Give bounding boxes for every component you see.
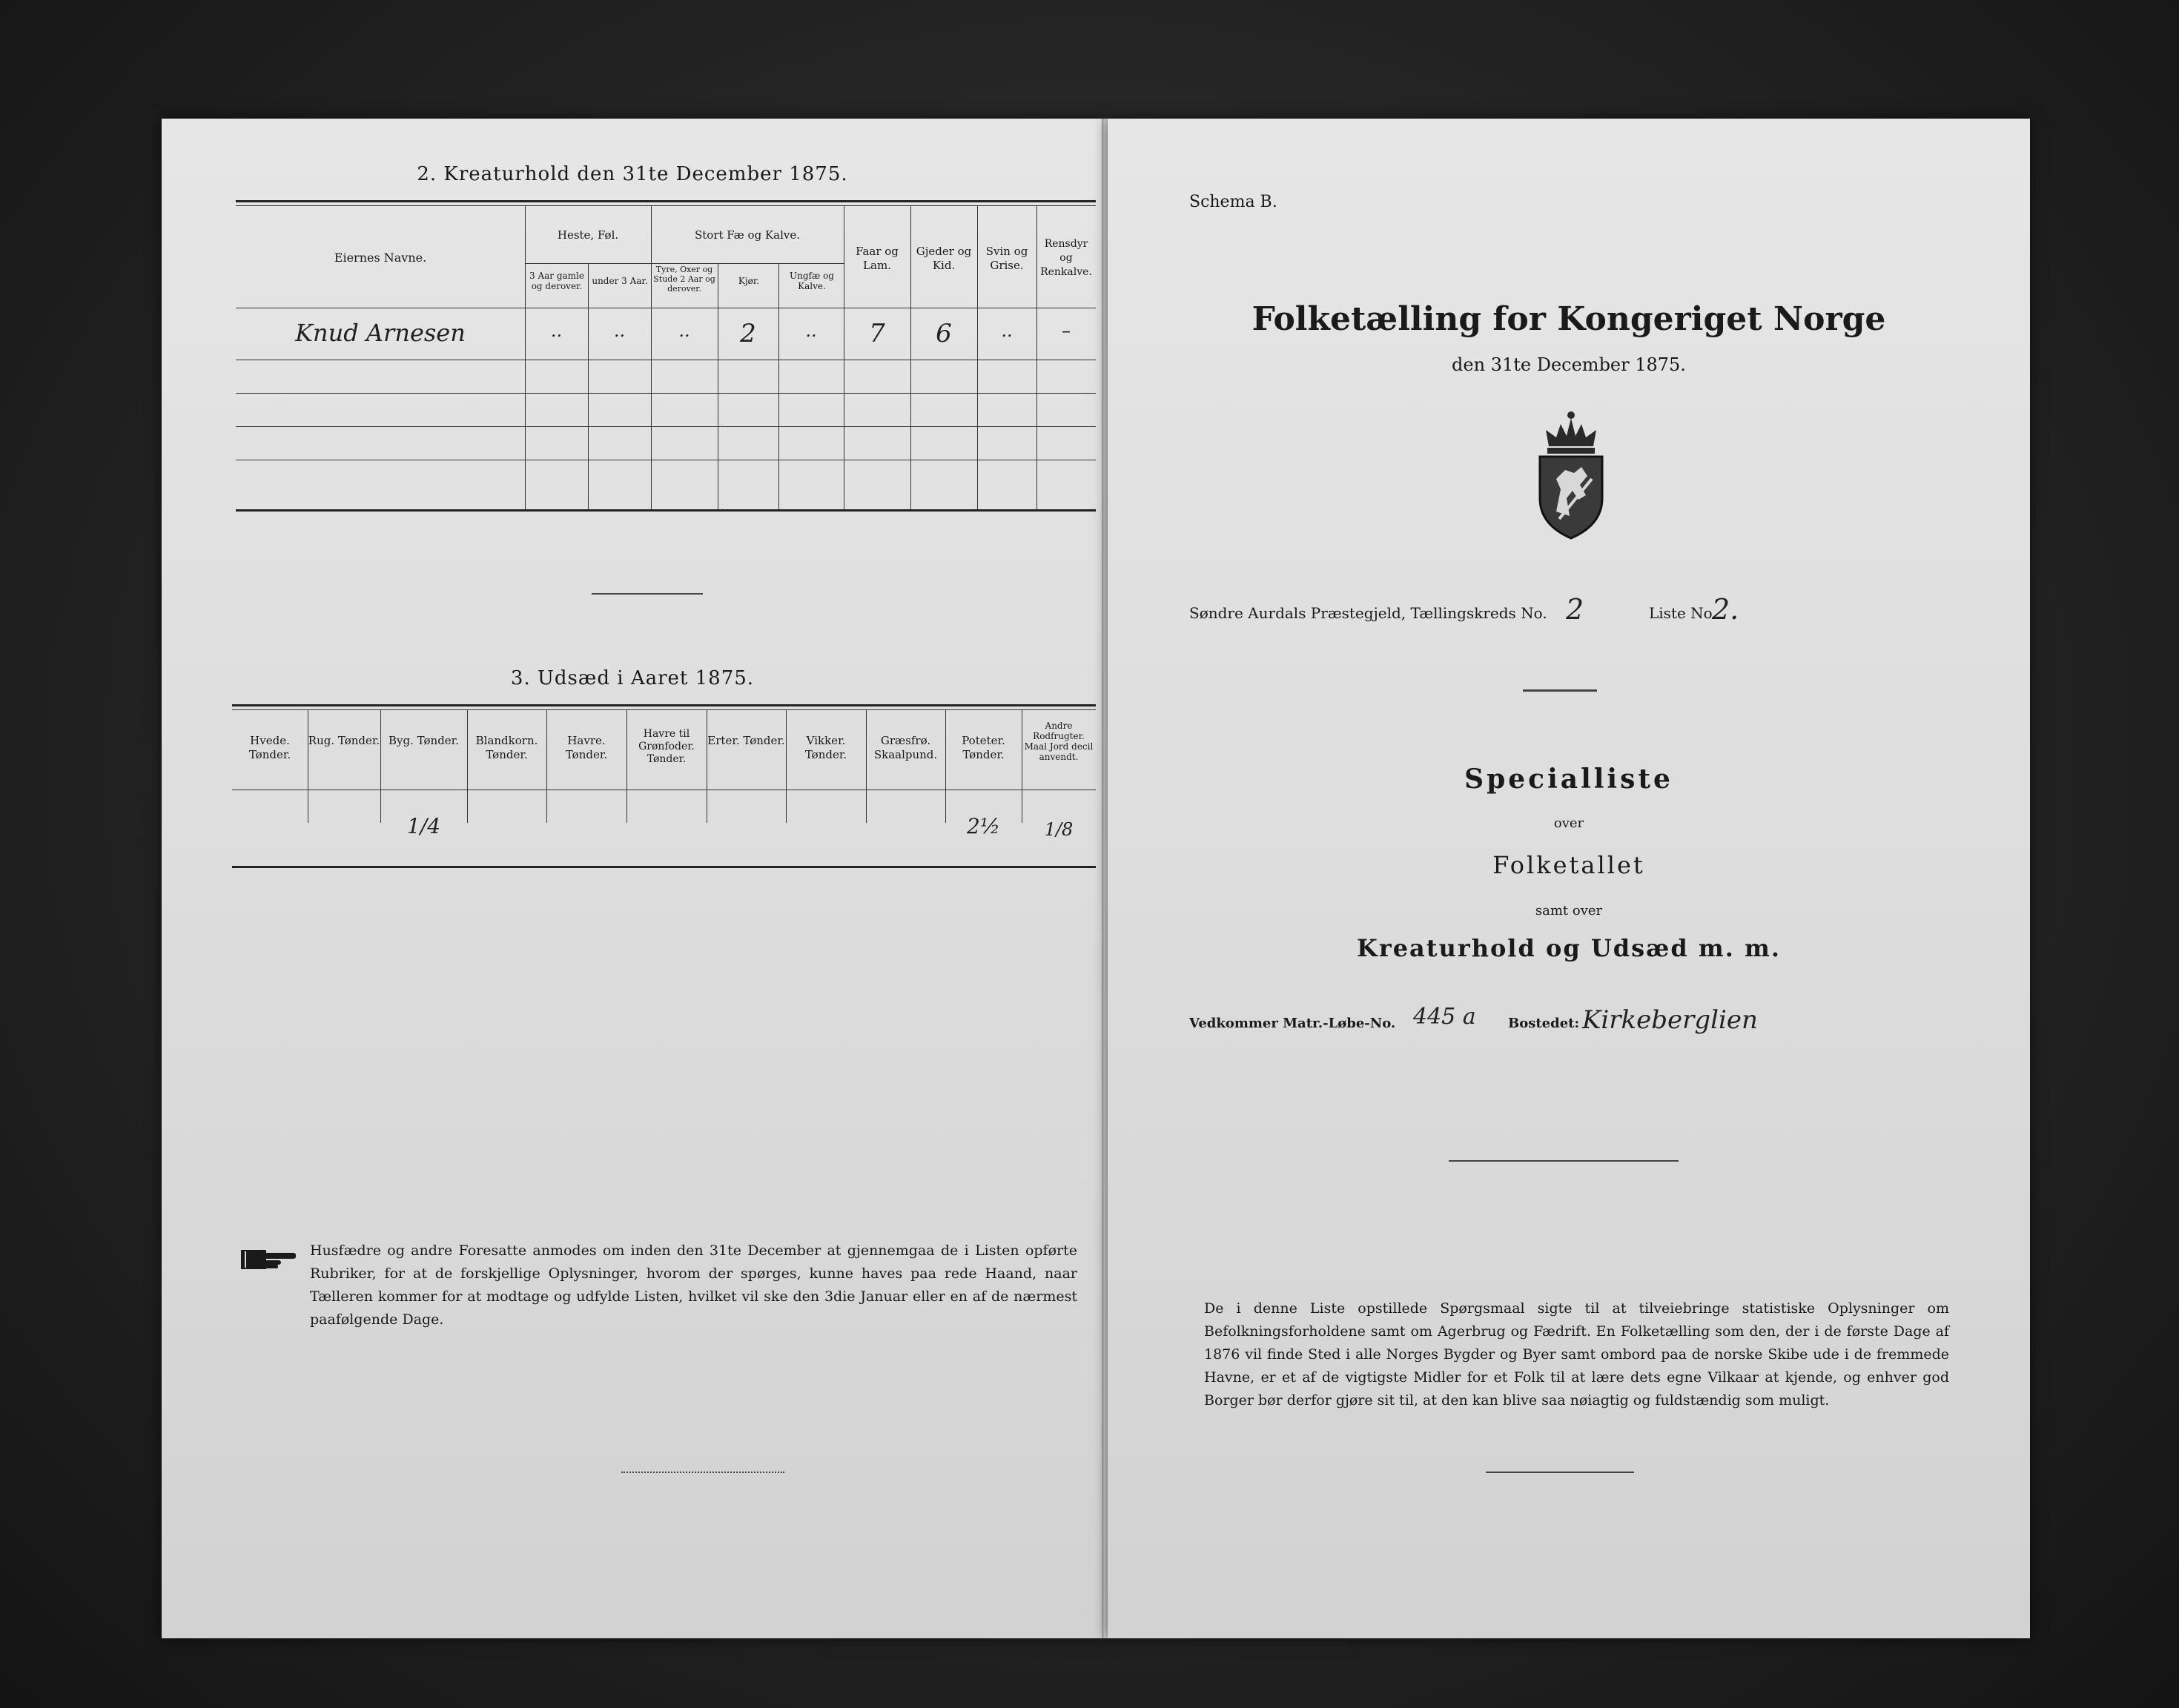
separator-rule bbox=[1523, 689, 1597, 692]
sowing-top-rule bbox=[232, 704, 1096, 706]
vetch-header: Vikker. Tønder. bbox=[804, 734, 847, 761]
col-divider bbox=[626, 709, 627, 823]
census-date: den 31te December 1875. bbox=[1452, 354, 1686, 375]
district-number: 2 bbox=[1566, 593, 1584, 626]
cell-other-roots: 1/8 bbox=[1044, 819, 1074, 840]
young-cattle-header: Ungfæ og Kalve. bbox=[790, 271, 834, 291]
col-divider bbox=[588, 263, 589, 509]
col-divider bbox=[778, 263, 779, 509]
parish-label: Søndre Aurdals Præstegjeld, Tællingskreds No. bbox=[1189, 604, 1547, 622]
cell-reindeer: – bbox=[1062, 320, 1071, 341]
separator-rule bbox=[592, 593, 703, 595]
samt-over-label: samt over bbox=[1535, 903, 1603, 918]
sheep-header: Faar og Lam. bbox=[856, 245, 899, 272]
horses-3plus-header: 3 Aar gamle og derover. bbox=[529, 271, 584, 291]
table-bottom-rule bbox=[236, 509, 1096, 512]
owner-name-cell: Knud Arnesen bbox=[295, 319, 466, 347]
rye-header: Rug. Tønder. bbox=[308, 734, 380, 747]
row-rule bbox=[236, 426, 1096, 427]
matr-label: Vedkommer Matr.-Løbe-No. bbox=[1189, 1016, 1396, 1031]
cattle-header: Stort Fæ og Kalve. bbox=[694, 228, 801, 242]
col-divider bbox=[866, 709, 867, 823]
left-page bbox=[162, 119, 1103, 1638]
cell-potatoes: 2½ bbox=[967, 814, 1000, 838]
owner-name-header: Eiernes Navne. bbox=[334, 251, 427, 265]
matr-number: 445 a bbox=[1413, 1004, 1476, 1030]
table-top-rule bbox=[236, 200, 1096, 202]
wheat-header: Hvede. Tønder. bbox=[248, 734, 291, 761]
bostedet-label: Bostedet: bbox=[1508, 1016, 1580, 1031]
col-divider bbox=[467, 709, 468, 823]
col-divider bbox=[651, 205, 652, 509]
purpose-notice: De i denne Liste opstillede Spørgsmaal sigte til at tilveiebringe statistiske Oplysninger om Befolkningsforholdene samt om Agerbrug og Fædrift. En Folketælling som den, der i de første Dage af 1876 vil finde Sted i alle Norges Bygder og Byer samt ombord paa de norske Skibe ude i de fremmede Havne, er et af de vigtigste Midler for et Folk til at lære dets egne Vilkaar at kjende, og enhver god Borger bør derfor gjøre sit til, at den kan blive saa nøiagtig og fuldstændig som muligt. bbox=[1204, 1300, 1949, 1409]
sowing-bottom-rule bbox=[232, 866, 1096, 868]
col-divider bbox=[380, 709, 381, 823]
cell-pigs: .. bbox=[1001, 320, 1013, 341]
census-title: Folketælling for Kongeriget Norge bbox=[1251, 300, 1886, 338]
col-divider bbox=[546, 709, 547, 823]
bottom-rule bbox=[621, 1472, 784, 1473]
col-divider bbox=[525, 205, 526, 509]
pointing-hand-icon bbox=[239, 1244, 299, 1274]
table-top-rule-2 bbox=[236, 205, 1096, 206]
cell-horses-3plus: .. bbox=[550, 320, 563, 341]
col-divider bbox=[945, 709, 946, 823]
specialliste-title: Specialliste bbox=[1464, 764, 1673, 795]
col-divider bbox=[786, 709, 787, 823]
list-label: Liste No. bbox=[1649, 604, 1717, 622]
section-2-title: 2. Kreaturhold den 31te December 1875. bbox=[417, 163, 848, 185]
green-fodder-header: Havre til Grønfoder. Tønder. bbox=[638, 728, 695, 765]
folketallet-title: Folketallet bbox=[1492, 851, 1645, 879]
reindeer-header: Rensdyr og Renkalve. bbox=[1040, 238, 1092, 278]
separator-rule bbox=[1449, 1160, 1679, 1162]
cell-sheep: 7 bbox=[869, 319, 885, 348]
goats-header: Gjeder og Kid. bbox=[916, 245, 972, 272]
bottom-rule bbox=[1486, 1472, 1634, 1473]
horses-header: Heste, Føl. bbox=[557, 228, 619, 242]
coat-of-arms-icon bbox=[1527, 408, 1616, 541]
cell-bulls: .. bbox=[678, 320, 690, 341]
cows-header: Kjør. bbox=[738, 276, 760, 286]
other-roots-header: Andre Rodfrugter. Maal Jord decil anvendt. bbox=[1024, 721, 1094, 762]
cell-cows: 2 bbox=[740, 319, 756, 348]
over-label: over bbox=[1553, 815, 1584, 831]
peas-header: Erter. Tønder. bbox=[707, 734, 785, 747]
cell-barley: 1/4 bbox=[406, 814, 441, 838]
bostedet-value: Kirkeberglien bbox=[1582, 1005, 1758, 1035]
mixed-grain-header: Blandkorn. Tønder. bbox=[475, 734, 538, 761]
cell-young-cattle: .. bbox=[805, 320, 817, 341]
kreaturhold-title: Kreaturhold og Udsæd m. m. bbox=[1357, 934, 1781, 962]
pigs-header: Svin og Grise. bbox=[985, 245, 1028, 272]
barley-header: Byg. Tønder. bbox=[388, 734, 459, 747]
potatoes-header: Poteter. Tønder. bbox=[962, 734, 1005, 761]
grass-seed-header: Græsfrø. Skaalpund. bbox=[873, 734, 938, 761]
schema-label: Schema B. bbox=[1189, 193, 1277, 211]
bulls-header: Tyre, Oxer og Stude 2 Aar og derover. bbox=[653, 265, 715, 294]
cell-goats: 6 bbox=[936, 319, 952, 348]
horses-under3-header: under 3 Aar. bbox=[592, 276, 648, 286]
subheader-rule bbox=[525, 263, 844, 264]
sowing-top-rule-2 bbox=[232, 709, 1096, 710]
oats-header: Havre. Tønder. bbox=[565, 734, 608, 761]
household-notice: Husfædre og andre Foresatte anmodes om inden den 31te December at gjennemgaa de i Listen opførte Rubriker, for at de forskjellige Oplysninger, hvorom der spørges, kunne haves paa rede Haand, naar Tælleren kommer for at modtage og udfylde Listen, hvilket vil ske den 3die Januar eller en af de nærmest paafølgende Dage. bbox=[310, 1242, 1077, 1328]
section-3-title: 3. Udsæd i Aaret 1875. bbox=[510, 667, 755, 689]
list-number: 2. bbox=[1712, 593, 1739, 626]
row-rule bbox=[236, 393, 1096, 394]
cell-horses-under3: .. bbox=[613, 320, 626, 341]
right-page bbox=[1108, 119, 2030, 1638]
